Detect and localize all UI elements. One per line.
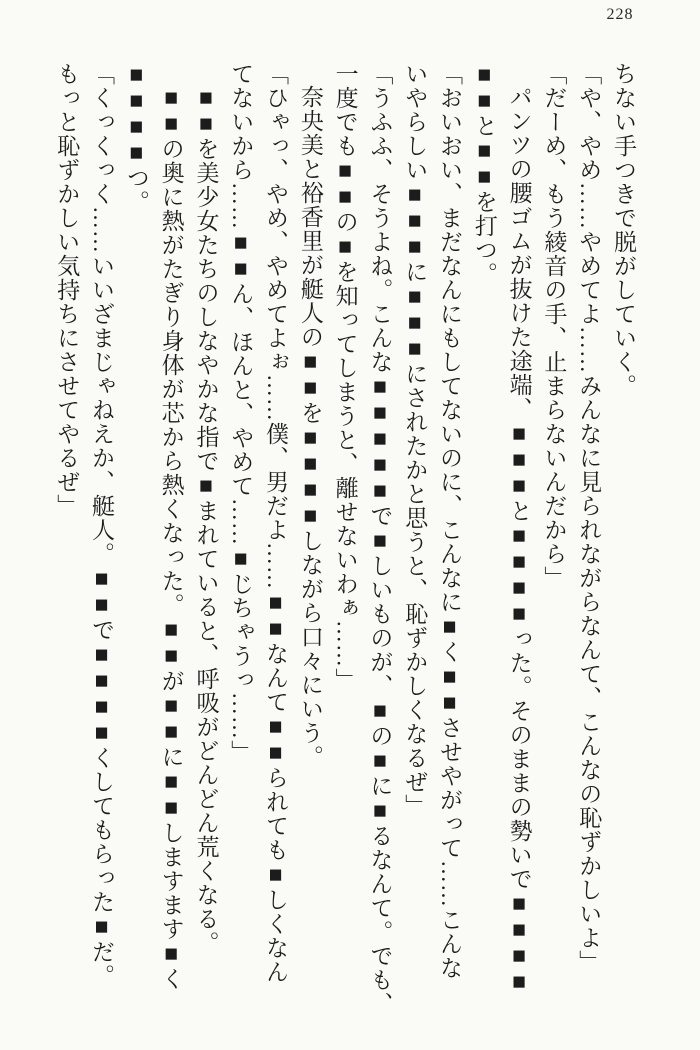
text-column: 「や、やめ……やめてよ……みんなに見られながらなんて、こんなの恥ずかしいよ」	[576, 62, 602, 974]
text-column: ■■と■■を打つ。	[471, 62, 497, 286]
text-column: てないから……■■ん、ほんと、やめて……■じちゃうっ……」	[228, 62, 254, 764]
text-column: 一度でも■■の■を知ってしまうと、離せないわぁ……」	[332, 62, 358, 692]
text-column: ■■の奥に熱がたぎり身体が芯から熱くなった。■■が■■に■■しますます■く	[158, 85, 184, 991]
text-column: ■■を美少女たちのしなやかな指で■まれていると、呼吸がどんどん荒くなる。	[193, 85, 219, 955]
text-column: 奈央美と裕香里が艇人の■■を■■■■しながら口々にいう。	[297, 85, 323, 769]
text-column: 「だーめ、もう綾音の手、止まらないんだから」	[541, 62, 567, 590]
text-column: パンツの腰ゴムが抜けた途端、■■■と■■■■った。そのままの勢いで■■■■	[506, 85, 532, 995]
text-column: ちない手つきで脱がしていく。	[611, 62, 636, 398]
vertical-text-block	[48, 62, 640, 1042]
page-number: 228	[606, 6, 634, 23]
text-column: 「おいおい、まだなんにもしてないのに、こんなに■く■■させやがって……こんな	[437, 62, 463, 980]
text-column: 「うふふ、そうよね。こんな■■■■■で■しいものが、■の■に■るなんて。でも、	[367, 62, 393, 1016]
text-column: 「くっくっく……いいざまじゃねえか、艇人。■■で■■■■くしてもらった■だ。	[89, 62, 115, 988]
text-column: もっと恥ずかしい気持ちにさせてやるぜ」	[54, 62, 80, 518]
text-column: ■■■■つ。	[123, 62, 149, 214]
text-column: いやらしい■■■に■■■にされたかと思うと、恥ずかしくなるぜ」	[402, 62, 428, 818]
text-column: 「ひゃっ、やめ、やめてよぉ……僕、男だよ……■■なんて■■られても■しくなん	[263, 62, 289, 984]
